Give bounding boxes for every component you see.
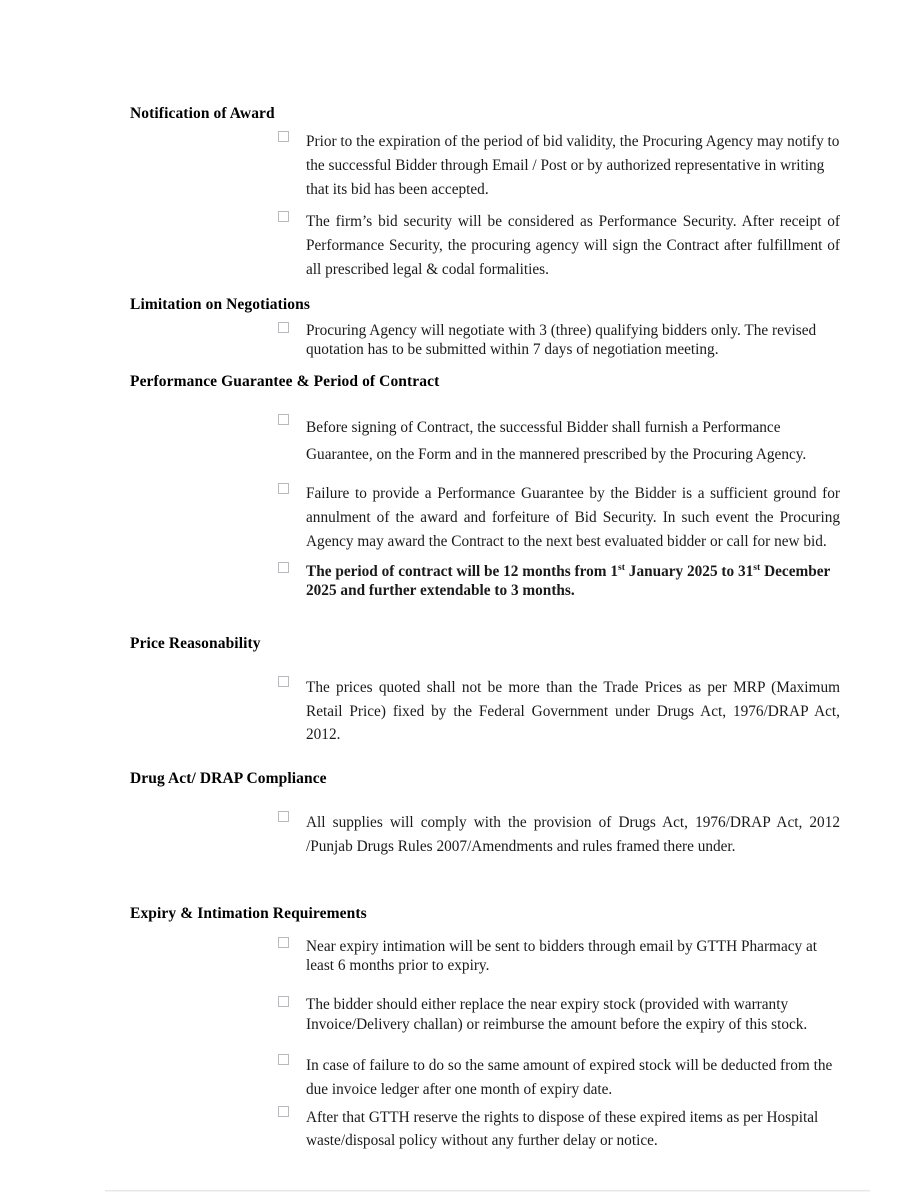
contract-period-part-1: The period of contract will be 12 months from 1 xyxy=(306,562,619,580)
list-item-text: Near expiry intimation will be sent to bidders through email by GTTH Pharmacy at least 6 months prior to expiry. xyxy=(306,937,818,975)
square-bullet-icon xyxy=(278,322,289,333)
section-heading-performance-guarantee: Performance Guarantee & Period of Contract xyxy=(130,373,440,391)
bullet-list-price-reasonability xyxy=(130,676,840,748)
spacer xyxy=(130,123,840,130)
document-body xyxy=(130,104,840,1153)
list-item-contract-period xyxy=(130,562,840,601)
list-item-text xyxy=(306,562,840,601)
list-item xyxy=(130,811,840,859)
list-item xyxy=(130,482,840,554)
list-item-text: Failure to provide a Performance Guarantee by the Bidder is a sufficient ground for annulment of the award and forfeiture of Bid Security. In such event the Procuring Agency may award the Contract to the next best evaluated bidder or call for new bid. xyxy=(306,485,840,550)
bullet-list-performance-guarantee xyxy=(130,414,840,601)
list-item-text: Procuring Agency will negotiate with 3 (three) qualifying bidders only. The revised quotation has to be submitted within 7 days of negotiation meeting. xyxy=(306,321,817,359)
spacer xyxy=(130,314,840,321)
section-heading-price-reasonability: Price Reasonability xyxy=(130,635,261,653)
list-item-text: All supplies will comply with the provision of Drugs Act, 1976/DRAP Act, 2012 /Punjab Drugs Rules 2007/Amendments and rules framed there under. xyxy=(306,813,840,855)
spacer xyxy=(130,789,840,811)
section-heading-expiry-intimation-requirements: Expiry & Intimation Requirements xyxy=(130,905,367,923)
list-item xyxy=(130,1106,840,1154)
square-bullet-icon xyxy=(278,211,289,222)
section-heading-drug-act-drap-compliance: Drug Act/ DRAP Compliance xyxy=(130,770,327,788)
spacer xyxy=(130,654,840,676)
bullet-list-notification-of-award xyxy=(130,130,840,281)
square-bullet-icon xyxy=(278,937,289,948)
list-item-text: Prior to the expiration of the period of bid validity, the Procuring Agency may notify to the successful Bidder through Email / Post or by authorized representative in writing that its bid has been accepted. xyxy=(306,133,840,199)
list-item xyxy=(130,676,840,748)
list-item xyxy=(130,210,840,282)
list-item-text: After that GTTH reserve the rights to dispose of these expired items as per Hospital waste/disposal policy without any further delay or notice. xyxy=(306,1108,819,1150)
square-bullet-icon xyxy=(278,131,289,142)
square-bullet-icon xyxy=(278,811,289,822)
list-item xyxy=(130,130,840,202)
page-bottom-divider xyxy=(105,1190,870,1191)
list-item-text: The prices quoted shall not be more than the Trade Prices as per MRP (Maximum Retail Price) fixed by the Federal Government under Drugs Act, 1976/DRAP Act, 2012. xyxy=(306,678,840,744)
contract-period-part-3: December 2025 and further extendable to 3 months. xyxy=(306,562,831,600)
spacer xyxy=(130,924,840,937)
list-item-text: Before signing of Contract, the successful Bidder shall furnish a Performance Guarantee, on the Form and in the mannered prescribed by the Procuring Agency. xyxy=(306,418,807,464)
square-bullet-icon xyxy=(278,676,289,687)
section-heading-limitation-on-negotiations: Limitation on Negotiations xyxy=(130,295,310,313)
spacer xyxy=(130,392,840,414)
spacer xyxy=(130,747,840,769)
ordinal-suffix-1: st xyxy=(618,561,625,573)
bullet-list-expiry-intimation-requirements xyxy=(130,937,840,1154)
square-bullet-icon xyxy=(278,562,289,573)
section-heading-notification-of-award: Notification of Award xyxy=(130,105,275,122)
square-bullet-icon xyxy=(278,414,289,425)
spacer xyxy=(130,359,840,372)
list-item xyxy=(130,995,840,1034)
square-bullet-icon xyxy=(278,1054,289,1065)
square-bullet-icon xyxy=(278,996,289,1007)
spacer xyxy=(130,282,840,295)
square-bullet-icon xyxy=(278,483,289,494)
list-item-text: In case of failure to do so the same amount of expired stock will be deducted from the due invoice ledger after one month of expiry date. xyxy=(306,1056,833,1098)
spacer xyxy=(130,600,840,634)
spacer xyxy=(130,858,840,904)
ordinal-suffix-2: st xyxy=(753,561,761,573)
list-item-text: The firm’s bid security will be considered as Performance Security. After receipt of Performance Security, the procuring agency will sign the Contract after fulfillment of all prescribed legal & codal formalities. xyxy=(306,212,840,278)
list-item xyxy=(130,414,840,468)
square-bullet-icon xyxy=(278,1106,289,1117)
list-item xyxy=(130,1054,840,1102)
list-item-text: The bidder should either replace the near expiry stock (provided with warranty Invoice/Delivery challan) or reimburse the amount before the expiry of this stock. xyxy=(306,996,808,1033)
list-item xyxy=(130,321,840,360)
bullet-list-drug-act-drap-compliance xyxy=(130,811,840,859)
list-item xyxy=(130,937,840,976)
contract-period-part-2: January 2025 to 31 xyxy=(624,562,754,580)
bullet-list-limitation-on-negotiations xyxy=(130,321,840,360)
